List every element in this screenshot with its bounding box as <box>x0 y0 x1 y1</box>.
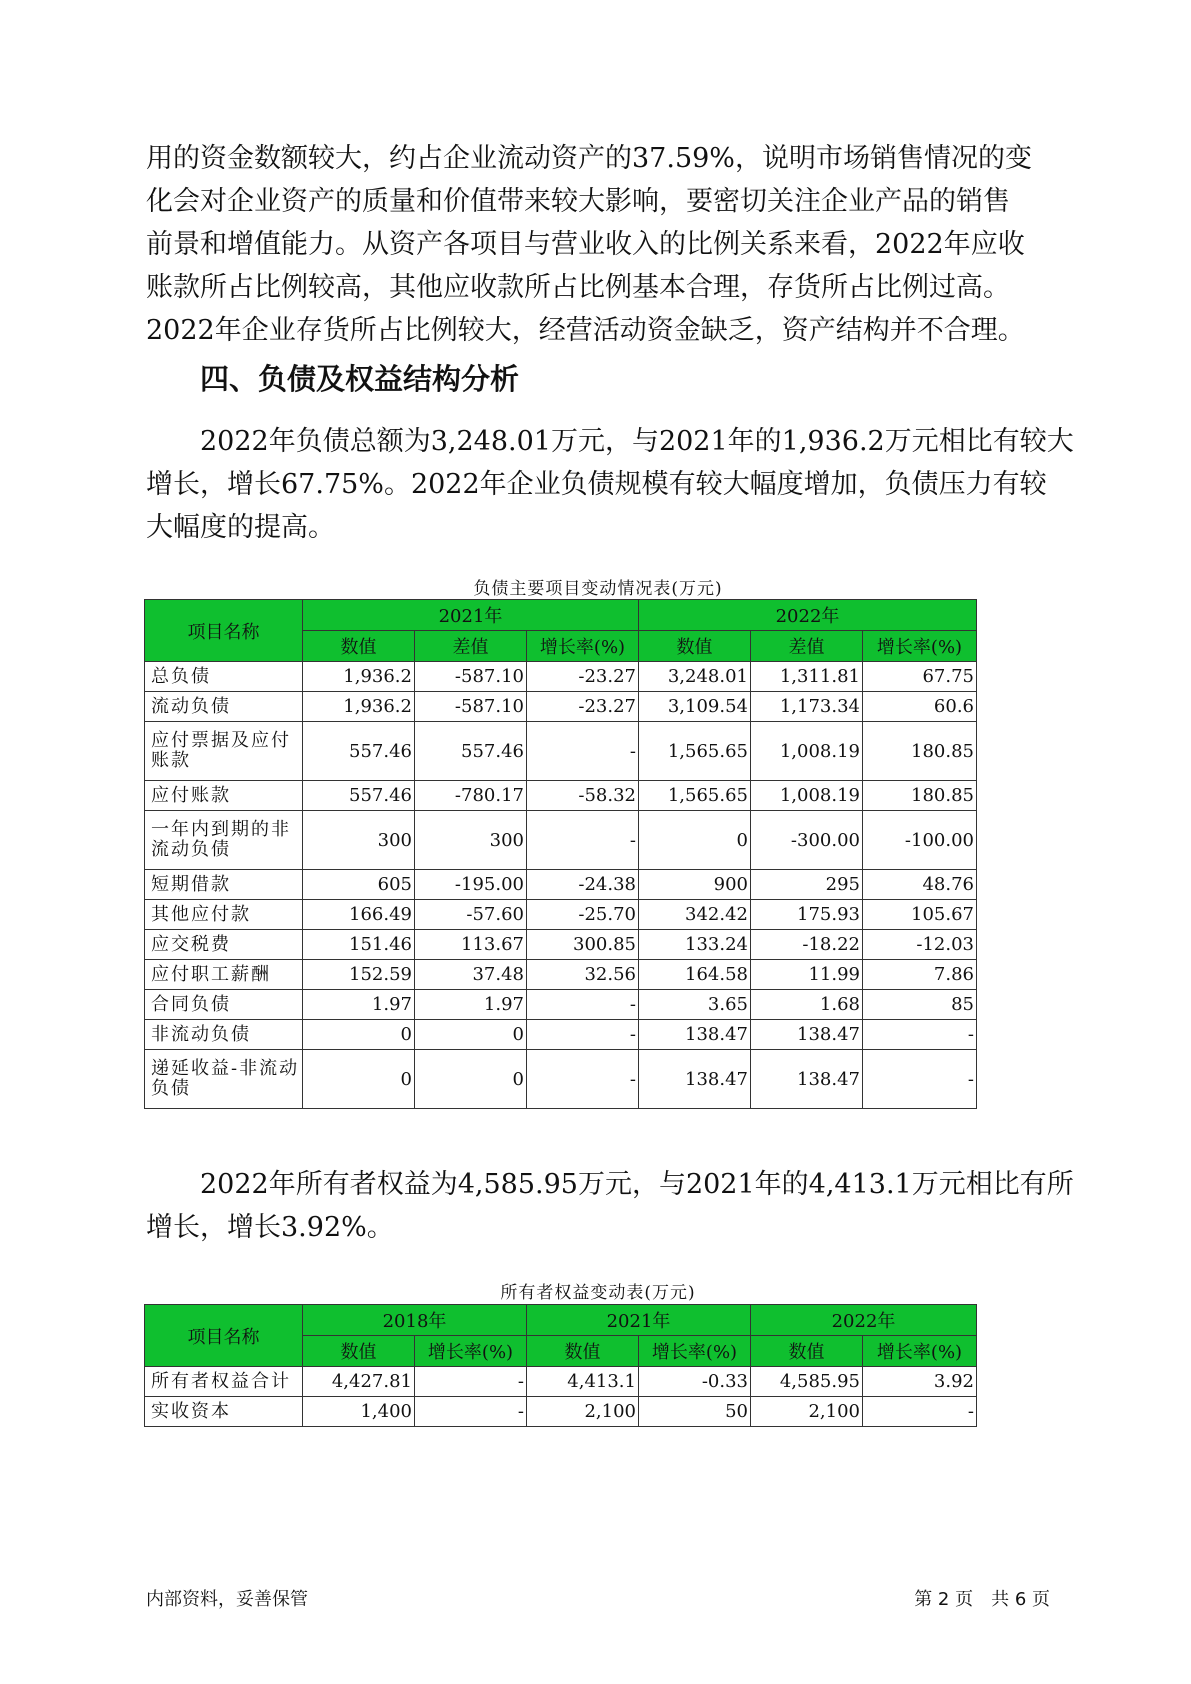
table-row <box>145 1397 977 1427</box>
intro-line: 前景和增值能力。从资产各项目与营业收入的比例关系来看，2022年应收 <box>146 229 1025 260</box>
page-number: 第 2 页 共 6 页 <box>914 1589 1050 1610</box>
table-cell: - <box>527 811 639 870</box>
table-cell: - <box>527 722 639 781</box>
debt-line: 增长，增长67.75%。2022年企业负债规模有较大幅度增加，负债压力有较 <box>146 469 1047 500</box>
table-cell: 0 <box>303 1050 415 1109</box>
table-cell: 180.85 <box>863 722 977 781</box>
table-cell: 7.86 <box>863 960 977 990</box>
table-row <box>145 692 977 722</box>
table-cell: 1,936.2 <box>303 692 415 722</box>
table-cell: 133.24 <box>639 930 751 960</box>
table-cell: 900 <box>639 870 751 900</box>
table-cell: 32.56 <box>527 960 639 990</box>
table-cell: 1.97 <box>303 990 415 1020</box>
year-header: 2018年 <box>303 1305 527 1336</box>
table-cell: 164.58 <box>639 960 751 990</box>
table-cell: 1,008.19 <box>751 781 863 811</box>
table-cell: 138.47 <box>639 1020 751 1050</box>
table-cell: 138.47 <box>751 1020 863 1050</box>
table-cell: 2,100 <box>527 1397 639 1427</box>
table-cell: 300 <box>303 811 415 870</box>
table-cell: 557.46 <box>415 722 527 781</box>
intro-line: 化会对企业资产的质量和价值带来较大影响，要密切关注企业产品的销售 <box>146 186 1010 217</box>
table-cell: 180.85 <box>863 781 977 811</box>
debt-table <box>144 599 977 1109</box>
row-label: 应付票据及应付账款 <box>145 722 303 781</box>
table-cell: 3,109.54 <box>639 692 751 722</box>
row-label: 一年内到期的非流动负债 <box>145 811 303 870</box>
table-cell: - <box>863 1020 977 1050</box>
table-cell: 1,311.81 <box>751 662 863 692</box>
equity-paragraph <box>146 1163 1074 1249</box>
intro-line: 账款所占比例较高，其他应收款所占比例基本合理，存货所占比例过高。 <box>146 272 1010 303</box>
column-header: 数值 <box>751 1336 863 1367</box>
debt-line: 大幅度的提高。 <box>146 512 335 543</box>
table-cell: - <box>415 1367 527 1397</box>
column-header: 数值 <box>639 631 751 662</box>
table-cell: 1,565.65 <box>639 722 751 781</box>
table-cell: -12.03 <box>863 930 977 960</box>
table-cell: -57.60 <box>415 900 527 930</box>
table-cell: 0 <box>415 1050 527 1109</box>
table-cell: -0.33 <box>639 1367 751 1397</box>
table-row <box>145 960 977 990</box>
table-cell: -23.27 <box>527 692 639 722</box>
table-cell: 152.59 <box>303 960 415 990</box>
table-cell: -23.27 <box>527 662 639 692</box>
item-name-header: 项目名称 <box>145 600 303 662</box>
table-cell: 342.42 <box>639 900 751 930</box>
row-label: 合同负债 <box>145 990 303 1020</box>
row-label: 流动负债 <box>145 692 303 722</box>
table-row <box>145 1050 977 1109</box>
table-cell: 11.99 <box>751 960 863 990</box>
table-cell: 1,400 <box>303 1397 415 1427</box>
row-label: 其他应付款 <box>145 900 303 930</box>
intro-line: 2022年企业存货所占比例较大，经营活动资金缺乏，资产结构并不合理。 <box>146 315 1025 346</box>
column-header: 数值 <box>303 631 415 662</box>
table-cell: 4,427.81 <box>303 1367 415 1397</box>
year-header: 2021年 <box>527 1305 751 1336</box>
table-cell: - <box>527 1020 639 1050</box>
table-cell: 175.93 <box>751 900 863 930</box>
year-header: 2022年 <box>751 1305 977 1336</box>
table-cell: 105.67 <box>863 900 977 930</box>
table-cell: 138.47 <box>751 1050 863 1109</box>
row-label: 非流动负债 <box>145 1020 303 1050</box>
row-label: 应付账款 <box>145 781 303 811</box>
table-cell: 1,008.19 <box>751 722 863 781</box>
table-cell: -100.00 <box>863 811 977 870</box>
table-cell: 4,585.95 <box>751 1367 863 1397</box>
table-cell: -58.32 <box>527 781 639 811</box>
table-cell: 605 <box>303 870 415 900</box>
table-cell: 0 <box>303 1020 415 1050</box>
table-cell: - <box>527 1050 639 1109</box>
table-row <box>145 781 977 811</box>
table-row <box>145 870 977 900</box>
column-header: 数值 <box>303 1336 415 1367</box>
column-header: 差值 <box>751 631 863 662</box>
table-cell: -587.10 <box>415 662 527 692</box>
row-label: 递延收益-非流动负债 <box>145 1050 303 1109</box>
table-cell: - <box>863 1050 977 1109</box>
table-cell: - <box>415 1397 527 1427</box>
table-row <box>145 990 977 1020</box>
table-cell: -587.10 <box>415 692 527 722</box>
table-cell: 1,565.65 <box>639 781 751 811</box>
table-cell: 557.46 <box>303 722 415 781</box>
table-cell: 1,936.2 <box>303 662 415 692</box>
intro-paragraph <box>146 137 1050 352</box>
table-cell: 67.75 <box>863 662 977 692</box>
table-cell: 557.46 <box>303 781 415 811</box>
table-cell: 50 <box>639 1397 751 1427</box>
table-cell: 4,413.1 <box>527 1367 639 1397</box>
intro-line: 用的资金数额较大，约占企业流动资产的37.59%，说明市场销售情况的变 <box>146 143 1032 174</box>
column-header: 数值 <box>527 1336 639 1367</box>
equity-table-caption: 所有者权益变动表(万元) <box>500 1283 696 1303</box>
table-cell: 151.46 <box>303 930 415 960</box>
equity-line: 增长，增长3.92%。 <box>146 1212 394 1243</box>
column-header: 增长率(%) <box>863 631 977 662</box>
footer-note: 内部资料，妥善保管 <box>146 1589 308 1610</box>
table-cell: 1,173.34 <box>751 692 863 722</box>
column-header: 增长率(%) <box>415 1336 527 1367</box>
table-row <box>145 811 977 870</box>
debt-line: 2022年负债总额为3,248.01万元，与2021年的1,936.2万元相比有较大 <box>146 426 1074 457</box>
table-cell: 166.49 <box>303 900 415 930</box>
table-cell: 0 <box>639 811 751 870</box>
row-label: 应付职工薪酬 <box>145 960 303 990</box>
row-label: 实收资本 <box>145 1397 303 1427</box>
table-cell: 2,100 <box>751 1397 863 1427</box>
table-cell: -780.17 <box>415 781 527 811</box>
table-cell: 85 <box>863 990 977 1020</box>
table-cell: 60.6 <box>863 692 977 722</box>
table-cell: 3.65 <box>639 990 751 1020</box>
table-row <box>145 900 977 930</box>
item-name-header: 项目名称 <box>145 1305 303 1367</box>
table-row <box>145 722 977 781</box>
equity-line: 2022年所有者权益为4,585.95万元，与2021年的4,413.1万元相比有所 <box>146 1169 1074 1200</box>
row-label: 总负债 <box>145 662 303 692</box>
table-cell: -195.00 <box>415 870 527 900</box>
table-cell: 113.67 <box>415 930 527 960</box>
table-row <box>145 930 977 960</box>
table-cell: 48.76 <box>863 870 977 900</box>
table-row <box>145 1020 977 1050</box>
table-cell: -18.22 <box>751 930 863 960</box>
table-cell: 1.68 <box>751 990 863 1020</box>
row-label: 应交税费 <box>145 930 303 960</box>
table-row <box>145 1367 977 1397</box>
table-cell: -25.70 <box>527 900 639 930</box>
column-header: 增长率(%) <box>639 1336 751 1367</box>
year-header: 2022年 <box>639 600 977 631</box>
table-cell: 3.92 <box>863 1367 977 1397</box>
table-cell: 295 <box>751 870 863 900</box>
table-cell: -24.38 <box>527 870 639 900</box>
table-cell: 3,248.01 <box>639 662 751 692</box>
table-cell: 1.97 <box>415 990 527 1020</box>
table-cell: 300 <box>415 811 527 870</box>
column-header: 差值 <box>415 631 527 662</box>
column-header: 增长率(%) <box>527 631 639 662</box>
table-row <box>145 662 977 692</box>
column-header: 增长率(%) <box>863 1336 977 1367</box>
table-cell: 138.47 <box>639 1050 751 1109</box>
table-cell: 300.85 <box>527 930 639 960</box>
table-cell: - <box>527 990 639 1020</box>
section-heading: 四、负债及权益结构分析 <box>200 362 520 396</box>
equity-table <box>144 1304 977 1427</box>
year-header: 2021年 <box>303 600 639 631</box>
row-label: 短期借款 <box>145 870 303 900</box>
debt-paragraph <box>146 420 1074 549</box>
table-cell: - <box>863 1397 977 1427</box>
table-cell: 37.48 <box>415 960 527 990</box>
table-cell: 0 <box>415 1020 527 1050</box>
row-label: 所有者权益合计 <box>145 1367 303 1397</box>
table-cell: -300.00 <box>751 811 863 870</box>
debt-table-caption: 负债主要项目变动情况表(万元) <box>473 579 723 599</box>
